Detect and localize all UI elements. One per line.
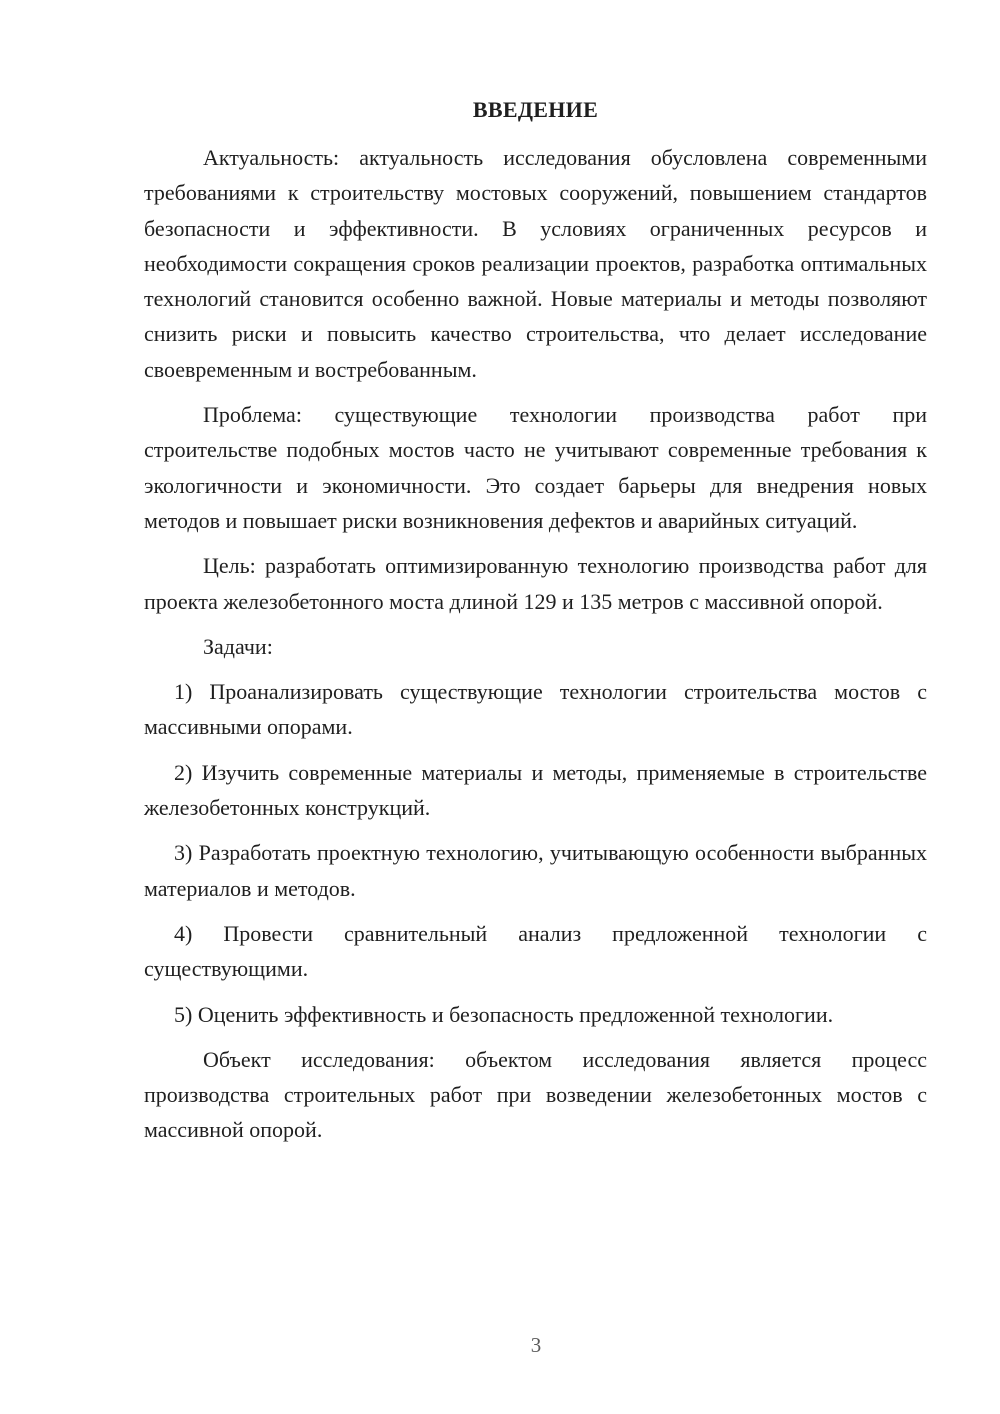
tasks-heading: Задачи:	[203, 633, 273, 659]
goal-paragraph: Цель: разработать оптимизированную технологию производства работ для проекта железобетонного моста длиной 129 и 135 метров с массивной опорой.	[144, 553, 927, 614]
problem-paragraph: Проблема: существующие технологии производства работ при строительстве подобных мостов часто не учитывают современные требования к экологичности и экономичности. Это создает барьеры для внедрения новых методов и повышает риски возникновения дефектов и аварийных ситуаций.	[144, 402, 927, 533]
object-paragraph: Объект исследования: объектом исследования является процесс производства строительных работ при возведении железобетонных мостов с массивной опорой.	[144, 1046, 927, 1143]
task-item: 1) Проанализировать существующие технологии строительства мостов с массивными опорами.	[144, 679, 927, 740]
task-item: 3) Разработать проектную технологию, учитывающую особенности выбранных материалов и методов.	[144, 840, 927, 901]
page-number: 3	[530, 1333, 542, 1357]
section-title: ВВЕДЕНИЕ	[472, 97, 599, 122]
document-page	[144, 94, 927, 1148]
relevance-paragraph: Актуальность: актуальность исследования обусловлена современными требованиями к строительству мостовых сооружений, повышением стандартов безопасности и эффективности. В условиях ограниченных ресурсов и необходимости сокращения сроков реализации проектов, разработка оптимальных технологий становится особенно важной. Новые материалы и методы позволяют снизить риски и повысить качество строительства, что делает исследование своевременным и востребованным.	[144, 145, 927, 382]
task-item: 2) Изучить современные материалы и методы, применяемые в строительстве железобетонных конструкций.	[144, 759, 927, 821]
task-item: 4) Провести сравнительный анализ предложенной технологии с существующими.	[144, 920, 927, 982]
task-item: 5) Оценить эффективность и безопасность предложенной технологии.	[174, 1001, 834, 1027]
